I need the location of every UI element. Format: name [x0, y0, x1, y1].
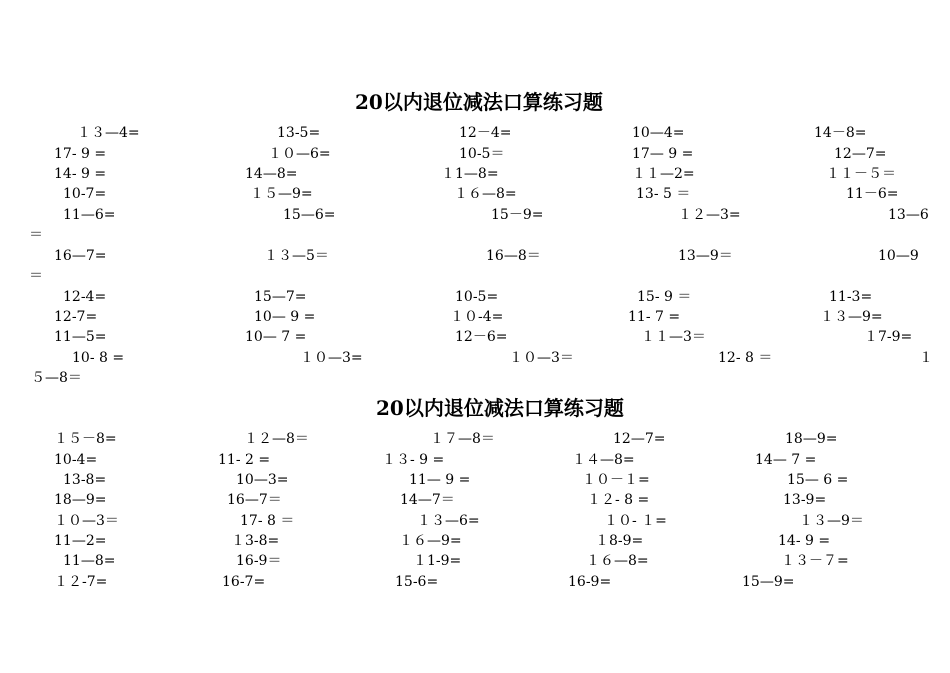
exercise-item: 11- 2 = [218, 452, 271, 468]
exercise-item: 14- 9 = [54, 166, 107, 182]
exercise-item: １1—8= [441, 166, 499, 182]
exercise-item: 10—4= [632, 125, 685, 141]
exercise-item: １０－１= [582, 472, 650, 488]
exercise-item: 13—6 [888, 207, 929, 223]
exercise-item: 17- 9 = [54, 146, 107, 162]
exercise-item: １５－8= [54, 431, 117, 447]
exercise-item: 10—3= [236, 472, 289, 488]
exercise-item: １７—8＝ [430, 431, 495, 447]
exercise-item: 14－8= [814, 125, 867, 141]
exercise-item: １０—3＝ [509, 350, 574, 366]
exercise-item: １５—9= [250, 186, 313, 202]
exercise-item: 11—5= [54, 329, 107, 345]
exercise-item: 10—9 [878, 248, 919, 264]
exercise-item: １０- １= [604, 513, 667, 529]
exercise-item: １０—3= [300, 350, 363, 366]
exercise-item: 12-4= [63, 289, 107, 305]
exercise-item: 15—7= [254, 289, 307, 305]
exercise-item: 10- 8 = [72, 350, 125, 366]
exercise-row [0, 164, 950, 184]
exercise-item: １６—8= [586, 553, 649, 569]
exercise-item: １０—6= [268, 146, 331, 162]
exercise-row [0, 144, 950, 164]
exercise-item: 13-5= [277, 125, 321, 141]
exercise-item: 12－6= [455, 329, 508, 345]
exercise-row [0, 551, 950, 571]
exercise-item: 15- 9 ＝ [637, 289, 692, 305]
exercise-row [0, 327, 950, 347]
exercise-item: 16-9= [568, 574, 612, 590]
exercise-item: 17- 8 ＝ [240, 513, 295, 529]
exercise-item: 14—7＝ [400, 492, 455, 508]
exercise-item: １7-9= [864, 329, 913, 345]
exercise-item: 10-5= [455, 289, 499, 305]
exercise-item: １２—8＝ [244, 431, 309, 447]
section-2-title: 20以内退位减法口算练习题 [376, 396, 624, 420]
exercise-row [0, 531, 950, 551]
exercise-item: 16—7= [54, 248, 107, 264]
exercise-row [0, 348, 950, 368]
exercise-row [0, 470, 950, 490]
exercise-item: １３—6= [417, 513, 480, 529]
exercise-row [0, 287, 950, 307]
exercise-item: 11— 9 = [409, 472, 471, 488]
exercise-item: １０-4= [450, 309, 504, 325]
exercise-item: １３—5＝ [264, 248, 329, 264]
exercise-item: １２—3= [678, 207, 741, 223]
exercise-item: 18—9= [785, 431, 838, 447]
exercise-item: ＝ [29, 268, 43, 284]
exercise-row [0, 225, 950, 245]
exercise-row [0, 246, 950, 266]
exercise-item: 12- 8 ＝ [718, 350, 773, 366]
exercise-item: １２- 8 = [587, 492, 650, 508]
exercise-item: １０—3＝ [54, 513, 119, 529]
exercise-item: １1-9= [413, 553, 462, 569]
exercise-row [0, 429, 950, 449]
exercise-row [0, 123, 950, 143]
exercise-item: 13—9＝ [678, 248, 733, 264]
exercise-item: 14—8= [245, 166, 298, 182]
exercise-row [0, 184, 950, 204]
exercise-row [0, 572, 950, 592]
exercise-item: 10— 7 = [245, 329, 307, 345]
exercise-item: 11－6= [846, 186, 899, 202]
exercise-item: １４—8= [572, 452, 635, 468]
exercise-row [0, 450, 950, 470]
exercise-item: ＝ [29, 227, 43, 243]
exercise-item: １ [919, 350, 933, 366]
exercise-item: 14- 9 = [778, 533, 831, 549]
exercise-item: 13- 5 ＝ [636, 186, 691, 202]
exercise-item: 10-4= [54, 452, 98, 468]
exercise-row [0, 266, 950, 286]
exercise-item: １１—3＝ [641, 329, 706, 345]
exercise-item: 16-9＝ [236, 553, 282, 569]
exercise-item: 11—2= [54, 533, 107, 549]
exercise-item: １３—9= [820, 309, 883, 325]
exercise-item: １１－５＝ [826, 166, 896, 182]
section-1-title: 20以内退位减法口算练习题 [355, 90, 603, 114]
exercise-item: 11—6= [63, 207, 116, 223]
exercise-item: 16—8＝ [486, 248, 541, 264]
exercise-item: １６—9= [399, 533, 462, 549]
exercise-item: 11—8= [63, 553, 116, 569]
exercise-item: 15— 6 = [787, 472, 849, 488]
exercise-item: 11- 7 = [628, 309, 681, 325]
exercise-item: 17— 9 = [632, 146, 694, 162]
exercise-item: 12-7= [54, 309, 98, 325]
exercise-item: １３- 9 = [382, 452, 445, 468]
exercise-item: 10-5＝ [459, 146, 505, 162]
exercise-item: 10-7= [63, 186, 107, 202]
exercise-item: ５—8＝ [31, 370, 82, 386]
exercise-item: 18—9= [54, 492, 107, 508]
exercise-item: 13-9= [783, 492, 827, 508]
exercise-item: １３—4= [77, 125, 140, 141]
exercise-row [0, 307, 950, 327]
exercise-item: １１—2= [632, 166, 695, 182]
exercise-item: 13-8= [63, 472, 107, 488]
exercise-item: 15－9= [491, 207, 544, 223]
exercise-item: １8-9= [595, 533, 644, 549]
exercise-item: 12—7= [834, 146, 887, 162]
exercise-item: １６—8= [454, 186, 517, 202]
exercise-item: 16-7= [222, 574, 266, 590]
exercise-item: １３－７= [781, 553, 849, 569]
exercise-item: 12—7= [613, 431, 666, 447]
exercise-item: １３—9＝ [799, 513, 864, 529]
exercise-item: 15-6= [395, 574, 439, 590]
exercise-item: 15—9= [742, 574, 795, 590]
exercise-row [0, 368, 950, 388]
exercise-row [0, 511, 950, 531]
exercise-item: １２-7= [54, 574, 108, 590]
exercise-item: １3-8= [231, 533, 280, 549]
exercise-row [0, 490, 950, 510]
exercise-item: 15—6= [283, 207, 336, 223]
exercise-item: 12－4= [459, 125, 512, 141]
exercise-item: 14— 7 = [755, 452, 817, 468]
exercise-item: 16—7＝ [227, 492, 282, 508]
exercise-item: 11-3= [829, 289, 873, 305]
exercise-row [0, 205, 950, 225]
exercise-item: 10— 9 = [254, 309, 316, 325]
